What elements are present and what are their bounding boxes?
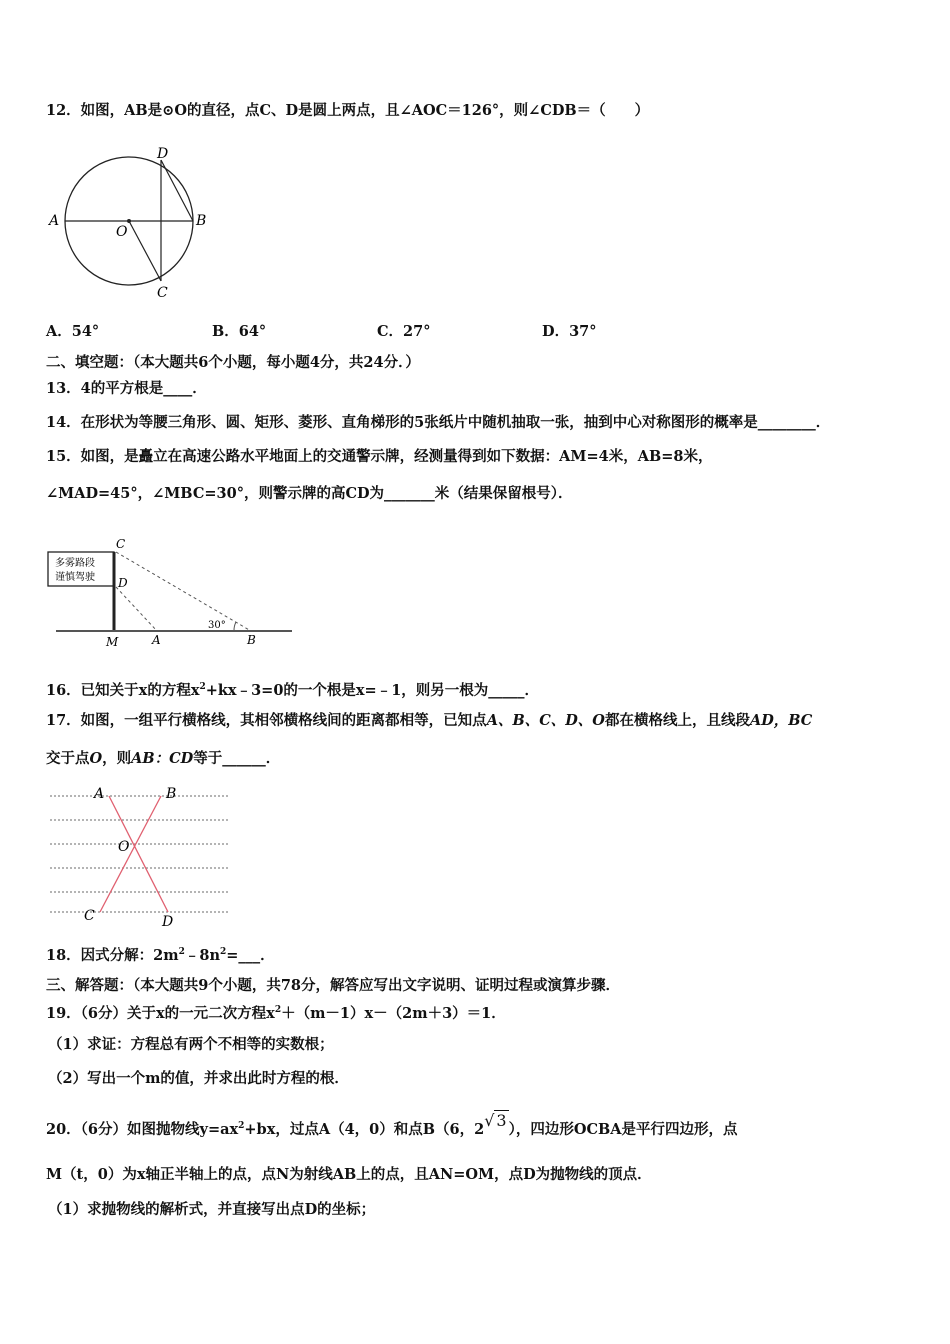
q14-text: 14．在形状为等腰三角形、圆、矩形、菱形、直角梯形的5张纸片中随机抽取一张，抽到中心对称图形的概率是________． — [46, 414, 831, 431]
label-O: O — [118, 839, 130, 855]
sign-line2: 谨慎驾驶 — [55, 572, 95, 583]
q16-text: 16．已知关于x的方程$x^2+kx﹣3=0$的一个根是x=﹣1，则另一根为_____． — [46, 682, 540, 699]
label-D: D — [157, 146, 169, 162]
section2-heading: 二、填空题：（本大题共6个小题，每小题4分，共24分．） — [46, 354, 420, 371]
sqrt-3: √ 3 — [484, 1111, 507, 1130]
label-D: D — [162, 914, 174, 930]
q17-line1: 17．如图，一组平行横格线，其相邻横格线间的距离都相等，已知点A、B、C、D、O都在横格线上，且线段AD，BC — [46, 712, 813, 729]
q17-grid-figure — [44, 780, 234, 930]
q19-part1: （1）求证：方程总有两个不相等的实数根； — [48, 1036, 334, 1053]
label-C: C — [116, 537, 126, 551]
label-D: D — [118, 576, 128, 590]
q20-line1: 20．（6分）如图抛物线$y=ax^2+bx$，过点A（4，0）和点B（6，2√ 3 ），四边形OCBA是平行四边形，点 — [46, 1111, 738, 1138]
label-A: A — [94, 786, 105, 802]
q17-line2: 交于点O，则AB：CD等于______． — [46, 750, 281, 767]
q12-option-b: B．64° — [212, 323, 267, 340]
label-angle-30: 30° — [208, 620, 226, 631]
q15-line2: ∠MAD=45°，∠MBC=30°，则警示牌的高CD为_______米（结果保留根号）． — [46, 485, 573, 502]
label-A: A — [49, 213, 60, 229]
label-C: C — [157, 285, 168, 300]
section3-heading: 三、解答题：（本大题共9个小题，共78分，解答应写出文字说明、证明过程或演算步骤． — [46, 977, 621, 994]
label-A: A — [152, 633, 161, 647]
q12-option-c: C．27° — [377, 323, 431, 340]
label-O: O — [116, 224, 128, 240]
label-B: B — [196, 213, 207, 229]
q18-text: 18．因式分解：$2m^2﹣8n^2=\_\_\_$． — [46, 947, 275, 964]
q19-text: 19．（6分）关于x的一元二次方程$x^2+(m-1)x-(2m+3)=1$． — [46, 1005, 506, 1022]
q19-part2: （2）写出一个m的值，并求出此时方程的根． — [48, 1070, 349, 1087]
q15-line1: 15．如图，是矗立在高速公路水平地面上的交通警示牌，经测量得到如下数据：AM=4米，AB=8米， — [46, 448, 713, 465]
label-B: B — [166, 786, 177, 802]
q12-circle-figure — [44, 140, 219, 300]
q20-line2: M（t，0）为x轴正半轴上的点，点N为射线AB上的点，且AN=OM，点D为抛物线的顶点． — [46, 1166, 652, 1183]
label-B: B — [247, 633, 256, 647]
label-C: C — [84, 908, 95, 924]
q12-text: 12．如图，AB是⊙O的直径，点C、D是圆上两点，且∠AOC＝126°，则∠CDB＝（ ） — [46, 102, 650, 119]
label-M: M — [106, 635, 119, 649]
q13-text: 13．4的平方根是____． — [46, 380, 207, 397]
q12-option-d: D．37° — [542, 323, 597, 340]
q20-part1: （1）求抛物线的解析式，并直接写出点D的坐标； — [48, 1201, 376, 1218]
q15-sign-figure — [44, 536, 300, 652]
q12-option-a: A．54° — [46, 323, 100, 340]
sign-line1: 多雾路段 — [55, 558, 95, 569]
